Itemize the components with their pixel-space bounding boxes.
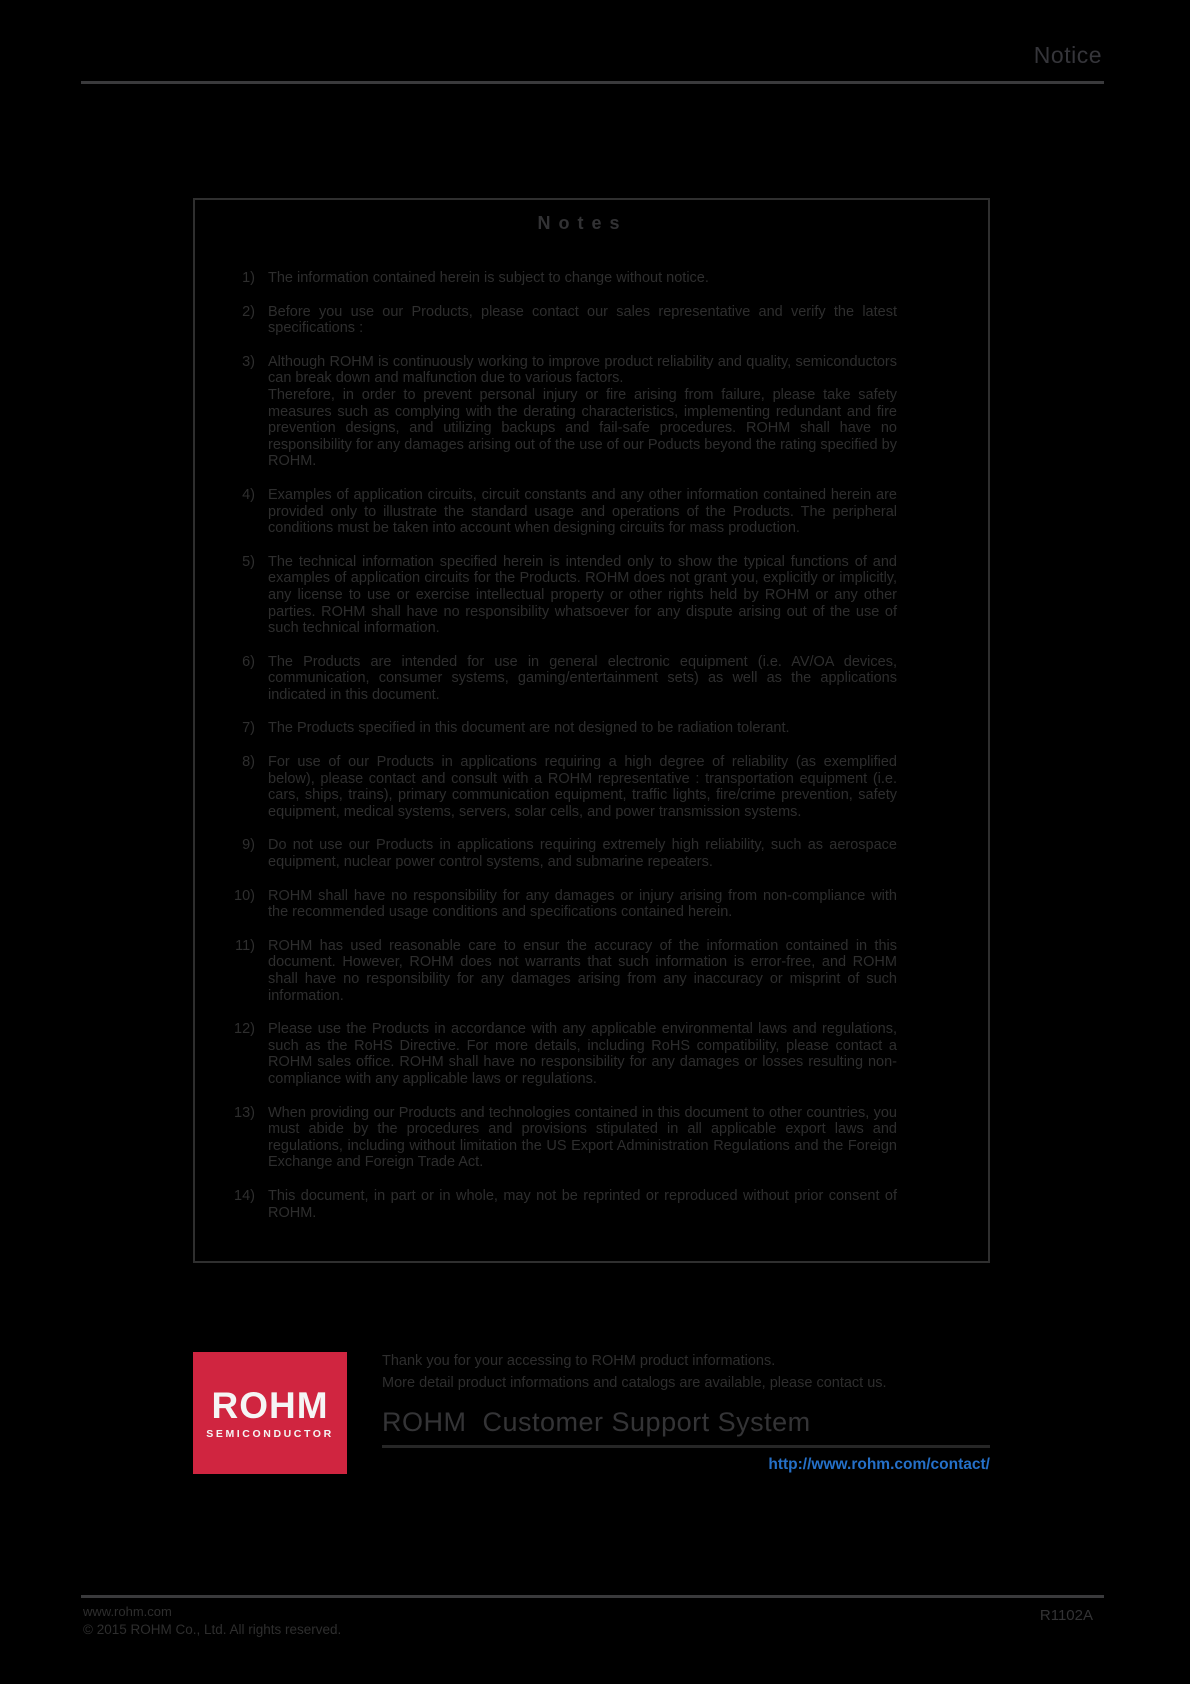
notes-list: [195, 270, 988, 1221]
note-number: 7): [242, 720, 255, 737]
notes-title: Notes: [537, 213, 628, 233]
support-title: ROHM Customer Support System: [382, 1407, 811, 1437]
note-item: [195, 304, 988, 337]
note-text: [268, 720, 897, 737]
note-paragraph: For use of our Products in applications requiring a high degree of reliability (as exemplified below), please contact and consult with a ROHM representative : transportation equipment (i.e. cars, ships, trains), primary communication equipment, traffic lights, fire/crime prevention, safety equipment, medical systems, servers, solar cells, and power transmission systems.: [268, 754, 897, 820]
note-item: [195, 888, 988, 921]
contact-link[interactable]: http://www.rohm.com/contact/: [768, 1456, 990, 1473]
note-paragraph: The Products are intended for use in general electronic equipment (i.e. AV/OA devices, communication, consumer systems, gaming/entertainment sets) as well as the applications indicated in this document.: [268, 653, 897, 703]
note-number: 11): [235, 937, 255, 954]
note-paragraph: Although ROHM is continuously working to improve product reliability and quality, semiconductors can break down and malfunction due to various factors.: [268, 353, 897, 387]
support-section: [382, 1350, 990, 1474]
support-rule: [382, 1445, 990, 1448]
note-text: [268, 304, 897, 337]
note-number: 1): [242, 270, 255, 286]
note-item: [195, 354, 988, 470]
note-text: [268, 938, 897, 1004]
note-paragraph: The Products specified in this document are not designed to be radiation tolerant.: [268, 720, 790, 737]
note-paragraph: Please use the Products in accordance with any applicable environmental laws and regulations, such as the RoHS Directive. For more details, including RoHS compatibility, please contact a ROHM sales office. ROHM shall have no responsibility for any damages or losses resulting non-compliance with any applicable laws or regulations.: [268, 1021, 897, 1087]
note-number: 13): [234, 1104, 255, 1121]
note-number: 10): [234, 887, 255, 904]
page-title: Notice: [1033, 42, 1102, 68]
note-item: [195, 270, 988, 287]
note-paragraph: Therefore, in order to prevent personal injury or fire arising from failure, please take safety measures such as complying with the derating characteristics, implementing redundant and fire prevention designs, and utilizing backups and fail-safe procedures. ROHM shall have no responsibility for any damages arising out of the use of our Poducts beyond the rating specified by ROHM.: [268, 386, 897, 470]
rohm-logo-wordmark: ROHM: [211, 1384, 329, 1426]
note-text: [268, 1188, 897, 1221]
note-number: 6): [242, 653, 255, 670]
note-number: 12): [234, 1021, 255, 1038]
note-number: 9): [242, 837, 255, 854]
note-item: [195, 938, 988, 1004]
note-number: 3): [242, 353, 255, 370]
note-text: [268, 654, 897, 704]
note-item: [195, 1021, 988, 1087]
note-number: 8): [242, 754, 255, 771]
rohm-logo: [193, 1352, 347, 1474]
thanks-line: Thank you for your accessing to ROHM product informations.: [382, 1353, 776, 1369]
note-item: [195, 720, 988, 737]
note-text: [268, 1021, 897, 1087]
note-item: [195, 837, 988, 870]
note-item: [195, 754, 988, 820]
thanks-lines: [382, 1350, 990, 1394]
note-text: [268, 554, 897, 637]
footer-copyright: © 2015 ROHM Co., Ltd. All rights reserved.: [83, 1622, 342, 1637]
note-item: [195, 1188, 988, 1221]
note-item: [195, 487, 988, 537]
note-text: [268, 888, 897, 921]
note-item: [195, 554, 988, 637]
note-paragraph: Do not use our Products in applications requiring extremely high reliability, such as aerospace equipment, nuclear power control systems, and submarine repeaters.: [268, 837, 897, 871]
note-paragraph: When providing our Products and technologies contained in this document to other countries, you must abide by the procedures and provisions stipulated in all applicable export laws and regulations, including without limitation the US Export Administration Regulations and the Foreign Exchange and Foreign Trade Act.: [268, 1104, 897, 1171]
notes-box: [193, 198, 990, 1263]
header-rule: [81, 81, 1104, 84]
note-paragraph: ROHM has used reasonable care to ensur the accuracy of the information contained in this document. However, ROHM does not warrants that such information is error-free, and ROHM shall have no responsibility for any damages arising from any inaccuracy or misprint of such information.: [268, 937, 897, 1004]
note-text: [268, 270, 897, 287]
note-text: [268, 1105, 897, 1171]
note-paragraph: Before you use our Products, please contact our sales representative and verify the latest specifications :: [268, 303, 897, 337]
note-paragraph: This document, in part or in whole, may not be reprinted or reproduced without prior consent of ROHM.: [268, 1187, 897, 1221]
note-number: 4): [242, 486, 255, 503]
note-text: [268, 354, 897, 470]
note-text: [268, 754, 897, 820]
note-text: [268, 837, 897, 870]
note-item: [195, 1105, 988, 1171]
note-item: [195, 654, 988, 704]
note-paragraph: The information contained herein is subject to change without notice.: [268, 270, 709, 286]
note-paragraph: Examples of application circuits, circuit constants and any other information contained herein are provided only to illustrate the standard usage and operations of the Products. The peripheral conditions must be taken into account when designing circuits for mass production.: [268, 486, 897, 537]
thanks-line: More detail product informations and catalogs are available, please contact us.: [382, 1375, 887, 1391]
note-number: 2): [242, 303, 255, 320]
note-paragraph: The technical information specified herein is intended only to show the typical functions of and examples of application circuits for the Products. ROHM does not grant you, explicitly or implicitly, any license to use or exercise intellectual property or other rights held by ROHM or any other parties. ROHM shall have no responsibility whatsoever for any dispute arising out of the use of such technical information.: [268, 553, 897, 637]
note-number: 14): [234, 1187, 255, 1204]
note-paragraph: ROHM shall have no responsibility for any damages or injury arising from non-compliance with the recommended usage conditions and specifications contained herein.: [268, 887, 897, 921]
notes-content: [195, 213, 988, 1238]
footer-website: www.rohm.com: [83, 1604, 172, 1619]
footer-doc-code: R1102A: [1039, 1607, 1093, 1624]
footer-rule: [81, 1595, 1104, 1598]
note-text: [268, 487, 897, 537]
rohm-logo-subtext: SEMICONDUCTOR: [206, 1427, 334, 1440]
note-number: 5): [242, 553, 255, 570]
